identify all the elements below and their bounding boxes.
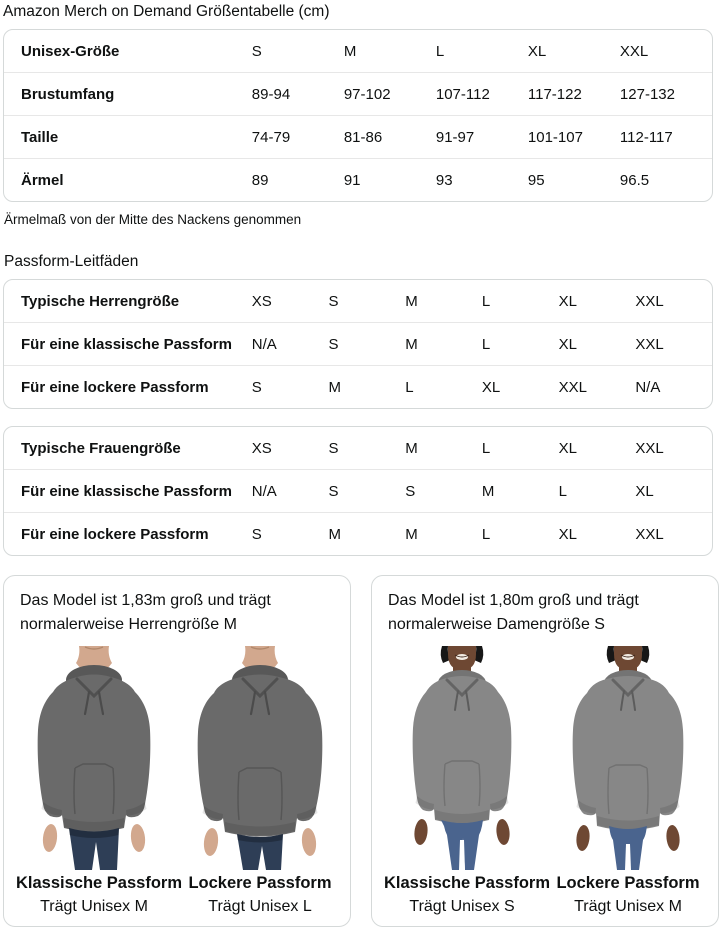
size-value: 89-94: [251, 85, 291, 103]
row-label: Typische Frauengröße: [21, 439, 181, 457]
size-caption: Trägt Unisex M: [574, 898, 682, 915]
hand-left: [575, 824, 591, 851]
size-value: M: [405, 439, 418, 457]
size-value: 127-132: [619, 85, 675, 103]
size-value: 97-102: [343, 85, 391, 103]
fit-caption: Lockere Passform: [188, 874, 332, 892]
size-value: S: [405, 482, 416, 500]
female-classic-fit-figure: [384, 646, 551, 916]
male-classic-fit-figure: [16, 646, 183, 916]
card-heading: Das Model ist 1,80m groß und trägt normalerweise Damengröße S: [388, 592, 639, 633]
size-value: 95: [527, 171, 545, 189]
size-caption: Trägt Unisex M: [40, 898, 148, 915]
size-value: 89: [251, 171, 269, 189]
size-value: XL: [635, 482, 654, 500]
male-model-card: [3, 575, 351, 927]
fit-guides-heading: Passform-Leitfäden: [4, 253, 139, 270]
size-value: 117-122: [527, 85, 582, 103]
size-value: XS: [251, 439, 272, 457]
size-value: M: [405, 292, 418, 310]
size-value: XL: [558, 292, 577, 310]
female-loose-fit-figure: [550, 646, 706, 916]
size-value: N/A: [635, 378, 661, 396]
card-figures: [384, 646, 706, 916]
fit-caption: Lockere Passform: [556, 874, 700, 892]
hand-right: [301, 827, 318, 856]
size-value: S: [328, 335, 339, 353]
page-title: Amazon Merch on Demand Größentabelle (cm): [3, 3, 330, 20]
size-value: S: [251, 42, 262, 60]
hand-left: [42, 823, 59, 852]
size-value: XL: [481, 378, 501, 396]
size-value: XXL: [635, 292, 664, 310]
hand-right: [495, 818, 511, 845]
size-value: S: [328, 292, 339, 310]
size-value: M: [481, 482, 495, 500]
table-row: [4, 427, 712, 469]
male-loose-fit-figure: [182, 646, 338, 916]
hand-left: [203, 827, 220, 856]
leg-gap: [625, 844, 631, 870]
sleeve-measure-note: Ärmelmaß von der Mitte des Nackens genommen: [4, 212, 302, 227]
size-value: N/A: [251, 482, 277, 500]
size-value: 81-86: [343, 128, 383, 146]
size-value: 101-107: [527, 128, 583, 146]
size-value: L: [481, 292, 491, 310]
size-value: M: [405, 525, 418, 543]
size-value: S: [328, 482, 339, 500]
size-value: XL: [558, 439, 577, 457]
hand-right: [665, 824, 681, 851]
size-value: M: [343, 42, 357, 60]
size-value: L: [558, 482, 567, 500]
size-value: 74-79: [251, 128, 291, 146]
size-value: S: [251, 378, 262, 396]
card-heading: Das Model ist 1,83m groß und trägt normalerweise Herrengröße M: [20, 592, 271, 633]
table-row: [4, 365, 712, 408]
womens-fit-table: [3, 426, 713, 556]
size-value: M: [328, 378, 341, 396]
fit-caption: Klassische Passform: [16, 874, 183, 892]
male-model-loose-fit-photo: [185, 646, 335, 870]
size-value: XL: [558, 525, 577, 543]
size-caption: Trägt Unisex S: [409, 898, 515, 915]
table-row: [4, 280, 712, 322]
size-value: L: [481, 525, 491, 543]
size-value: XXL: [619, 42, 649, 60]
female-model-card: [371, 575, 719, 927]
size-value: L: [435, 42, 445, 60]
size-value: M: [328, 525, 341, 543]
size-value: XL: [558, 335, 577, 353]
size-value: XXL: [558, 378, 587, 396]
size-value: XXL: [635, 439, 664, 457]
size-value: XXL: [635, 335, 664, 353]
hoodie-body: [413, 676, 512, 824]
leg-gap: [459, 840, 465, 870]
row-label: Für eine lockere Passform: [21, 525, 209, 543]
size-value: N/A: [251, 335, 277, 353]
size-value: 91-97: [435, 128, 475, 146]
male-model-classic-fit-photo: [19, 646, 169, 870]
size-value: 93: [435, 171, 453, 189]
row-label: Für eine klassische Passform: [21, 482, 232, 500]
size-value: 91: [343, 171, 361, 189]
table-row: [4, 158, 712, 201]
row-label: Für eine lockere Passform: [21, 378, 209, 396]
unisex-size-table: [3, 29, 713, 202]
table-row: [4, 469, 712, 512]
size-value: L: [481, 439, 491, 457]
female-model-loose-fit-photo: [553, 646, 703, 870]
table-row: [4, 322, 712, 365]
size-value: M: [405, 335, 418, 353]
row-label: Typische Herrengröße: [21, 292, 180, 310]
table-row: [4, 512, 712, 555]
size-value: XXL: [635, 525, 664, 543]
row-label: Ärmel: [21, 171, 64, 189]
size-value: 107-112: [435, 85, 490, 103]
model-cards: [3, 575, 713, 927]
size-value: 96.5: [619, 171, 650, 189]
table-row: [4, 30, 712, 72]
fit-caption: Klassische Passform: [384, 874, 551, 892]
mens-fit-table: [3, 279, 713, 409]
table-row: [4, 72, 712, 115]
size-value: XL: [527, 42, 547, 60]
row-label: Für eine klassische Passform: [21, 335, 232, 353]
row-label: Taille: [21, 128, 59, 146]
hoodie-body: [198, 675, 323, 837]
size-caption: Trägt Unisex L: [208, 898, 312, 915]
size-value: L: [405, 378, 414, 396]
size-value: L: [481, 335, 491, 353]
hand-left: [413, 818, 429, 845]
row-label: Unisex-Größe: [21, 42, 120, 60]
size-value: S: [328, 439, 339, 457]
female-model-classic-fit-photo: [387, 646, 537, 870]
row-label: Brustumfang: [21, 85, 115, 103]
card-figures: [16, 646, 338, 916]
size-value: 112-117: [619, 128, 673, 146]
hand-right: [130, 823, 147, 852]
size-value: S: [251, 525, 262, 543]
size-value: XS: [251, 292, 272, 310]
table-row: [4, 115, 712, 158]
